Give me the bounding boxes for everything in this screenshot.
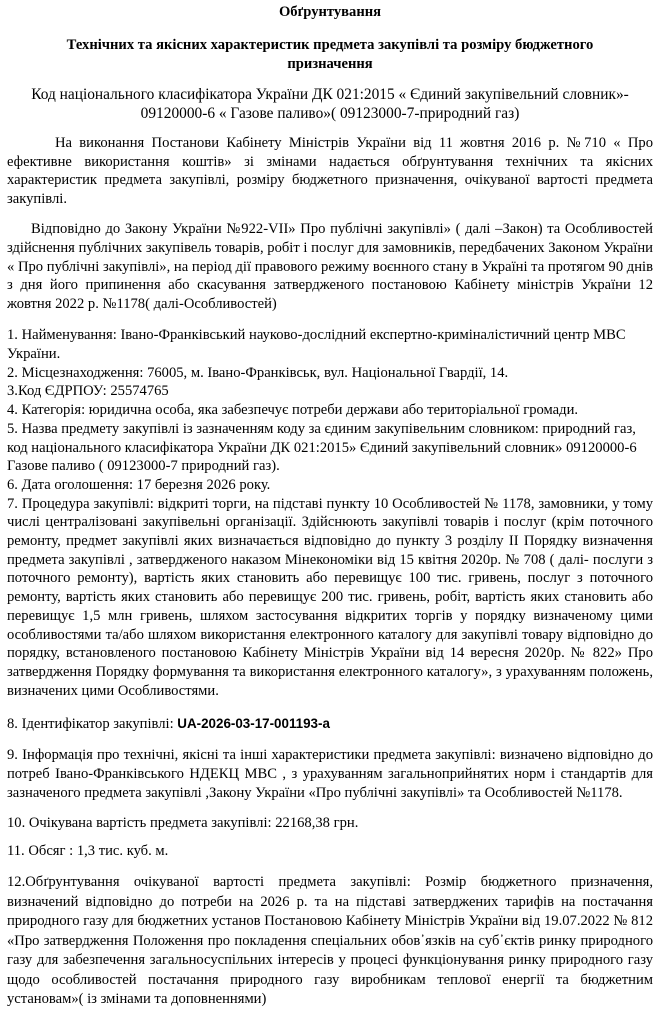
- item-location: 2. Місцезнаходження: 76005, м. Івано-Франківськ, вул. Національної Гвардії, 14.: [7, 364, 509, 381]
- item-procedure: 7. Процедура закупівлі: відкриті торги, на підставі пункту 10 Особливостей № 1178, замовники, у тому числі централізовані закупівельні організації. Здійснюють закупівлі товарів і послуг (крім поточного ремонту, предмет закупівлі яких визначається відповідно до пункту 3 розділу ІІ Порядку визначення предмета закупівлі , затвердженого наказом Мінекономіки від 15 квітня 2020р. № 708 ( далі- послуги з поточного ремонту), вартість яких становить або перевищує 100 тис. гривень, послуг з поточного ремонту, вартість яких становить або перевищує 200 тис. гривень, робіт, вартість яких становить або перевищує 1,5 млн гривень, шляхом застосування відкритих торгів у порядку визначеному цими особливостями та/або шляхом використання електронного каталогу для закупівлі товару відповідно до порядку, встановленого постановою Кабінету Міністрів України від 14 вересня 2020р. № 822» Про затвердження Порядку формування та використання електронного каталогу», з урахуванням положень, визначених цими Особливостями.: [7, 495, 653, 699]
- law-paragraph: Відповідно до Закону України №922-VII» Про публічні закупівлі» ( далі –Закон) та Особливостей здійснення публічних закупівель товарів, робіт і послуг для замовників, передбачених Законом України « Про публічні закупівлі», на період дії правового режиму воєнного стану в Україні та протягом 90 днів з дня його припинення або скасування затвердженого постановою Кабінету міністрів України 12 жовтня 2022 р. №1178( далі-Особливостей): [7, 221, 653, 312]
- item-edrpou: 3.Код ЄДРПОУ: 25574765: [7, 383, 169, 400]
- item-identifier: [7, 714, 653, 734]
- document-page: [0, 3, 661, 1010]
- item-expected-cost: 10. Очікувана вартість предмета закупівлі: 22168,38 грн.: [7, 815, 359, 832]
- item-volume: 11. Обсяг : 1,3 тис. куб. м.: [7, 843, 169, 860]
- classifier-code: Код національного класифікатора України ДК 021:2015 « Єдиний закупівельний словник»- 09120000-6 « Газове паливо»( 09123000-7-природний газ): [31, 86, 629, 122]
- document-subtitle: Технічних та якісних характеристик предмета закупівлі та розміру бюджетного призначення: [66, 37, 594, 72]
- identifier-label: 8. Ідентифікатор закупівлі:: [7, 716, 178, 733]
- intro-paragraph: На виконання Постанови Кабінету Міністрів України від 11 жовтня 2016 р. №710 « Про ефективне використання коштів» зі змінами надається обґрунтування технічних та якісних характеристик предмета закупівлі, розміру бюджетного призначення, очікуваної вартості предмета закупівлі.: [7, 135, 653, 207]
- document-title: Обґрунтування: [278, 4, 382, 20]
- item-subject: 5. Назва предмету закупівлі із зазначенням коду за єдиним закупівельним словником: природний газ, код національного класифікатора України ДК 021:2015» Єдиний закупівельний словник» 09120000-6 Газове паливо ( 09123000-7 природний газ).: [7, 420, 637, 475]
- item-cost-justification: 12.Обґрунтування очікуваної вартості предмета закупівлі: Розмір бюджетного призначення, визначений відповідно до потреби на 2026 р. та на підставі затверджених тарифів на постачання природного газу для бюджетних установ Постановою Кабінету Міністрів України від 19.07.2022 № 812 «Про затвердження Положення про покладення спеціальних обов᾿язків на суб᾿єктів ринку природного газу для забезпечення загальносуспільних інтересів у процесі функціонування ринку природного газу щодо особливостей постачання природного газу виробникам теплової енергії та бюджетним установам»( із змінами та доповненнями): [7, 874, 653, 1008]
- item-date: 6. Дата оголошення: 17 березня 2026 року.: [7, 476, 271, 493]
- item-name: 1. Найменування: Івано-Франківський науково-дослідний експертно-криміналістичний центр МВС України.: [7, 327, 626, 363]
- item-characteristics: 9. Інформація про технічні, якісні та інші характеристики предмета закупівлі: визначено відповідно до потреб Івано-Франківського НДЕКЦ МВС , з урахуванням загальноприйнятих норм і стандартів для зазначеного предмета закупівлі ,Закону України «Про публічні закупівлі» та Особливостей №1178.: [7, 747, 653, 801]
- details-list: [7, 326, 653, 700]
- item-category: 4. Категорія: юридична особа, яка забезпечує потреби держави або територіальної громади.: [7, 402, 579, 419]
- identifier-value: UA-2026-03-17-001193-a: [177, 716, 330, 732]
